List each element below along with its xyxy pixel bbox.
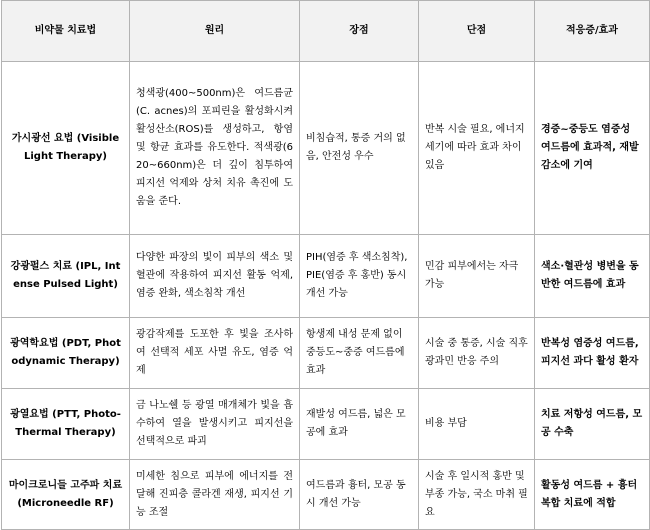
principle-cell: 금 나노쉘 등 광열 매개체가 빛을 흡수하여 열을 발생시키고 피지선을 선택적으로 파괴 — [130, 389, 300, 460]
indications-cell: 치료 저항성 여드름, 모공 수축 — [535, 389, 650, 460]
advantages-cell: 여드름과 흉터, 모공 동시 개선 가능 — [300, 460, 419, 530]
indications-cell: 활동성 여드름 + 흉터 복합 치료에 적합 — [535, 460, 650, 530]
treatment-name-cell: 마이크로니들 고주파 치료 (Microneedle RF) — [2, 460, 130, 530]
header-disadvantages: 단점 — [419, 1, 535, 62]
indications-cell: 반복성 염증성 여드름, 피지선 과다 활성 환자 — [535, 318, 650, 389]
table-row — [2, 460, 650, 530]
table-row — [2, 62, 650, 235]
principle-cell: 광감작제를 도포한 후 빛을 조사하여 선택적 세포 사멸 유도, 염증 억제 — [130, 318, 300, 389]
header-treatment: 비약물 치료법 — [2, 1, 130, 62]
indications-cell: 경증~중등도 염증성 여드름에 효과적, 재발 감소에 기여 — [535, 62, 650, 235]
indications-cell: 색소·혈관성 병변을 동반한 여드름에 효과 — [535, 235, 650, 318]
disadvantages-cell: 민감 피부에서는 자극 가능 — [419, 235, 535, 318]
treatment-name-cell: 광열요법 (PTT, Photo-Thermal Therapy) — [2, 389, 130, 460]
principle-cell: 다양한 파장의 빛이 피부의 색소 및 혈관에 작용하여 피지선 활동 억제, 염증 완화, 색소침착 개선 — [130, 235, 300, 318]
header-indications: 적응증/효과 — [535, 1, 650, 62]
table-row — [2, 389, 650, 460]
header-principle: 원리 — [130, 1, 300, 62]
disadvantages-cell: 시술 후 일시적 홍반 및 부종 가능, 국소 마취 필요 — [419, 460, 535, 530]
table-row — [2, 235, 650, 318]
disadvantages-cell: 시술 중 통증, 시술 직후 광과민 반응 주의 — [419, 318, 535, 389]
treatment-name-cell: 강광펄스 치료 (IPL, Intense Pulsed Light) — [2, 235, 130, 318]
advantages-cell: 항생제 내성 문제 없이 중등도~중증 여드름에 효과 — [300, 318, 419, 389]
principle-cell: 청색광(400~500nm)은 여드름균(C. acnes)의 포피린을 활성화시켜 활성산소(ROS)를 생성하고, 항염 및 항균 효과를 유도한다. 적색광(620~660nm)은 더 깊이 침투하여 피지선 억제와 상처 치유 촉진에 도움을 준다. — [130, 62, 300, 235]
header-advantages: 장점 — [300, 1, 419, 62]
advantages-cell: 재발성 여드름, 넓은 모공에 효과 — [300, 389, 419, 460]
principle-cell: 미세한 침으로 피부에 에너지를 전달해 진피층 콜라겐 재생, 피지선 기능 조절 — [130, 460, 300, 530]
advantages-cell: PIH(염증 후 색소침착), PIE(염증 후 홍반) 동시 개선 가능 — [300, 235, 419, 318]
disadvantages-cell: 반복 시술 필요, 에너지 세기에 따라 효과 차이 있음 — [419, 62, 535, 235]
treatment-name-cell: 광역학요법 (PDT, Photodynamic Therapy) — [2, 318, 130, 389]
disadvantages-cell: 비용 부담 — [419, 389, 535, 460]
table-row — [2, 318, 650, 389]
advantages-cell: 비침습적, 통증 거의 없음, 안전성 우수 — [300, 62, 419, 235]
treatment-comparison-table — [1, 0, 650, 530]
treatment-name-cell: 가시광선 요법 (Visible Light Therapy) — [2, 62, 130, 235]
treatment-table-wrapper — [1, 0, 649, 530]
table-header-row — [2, 1, 650, 62]
